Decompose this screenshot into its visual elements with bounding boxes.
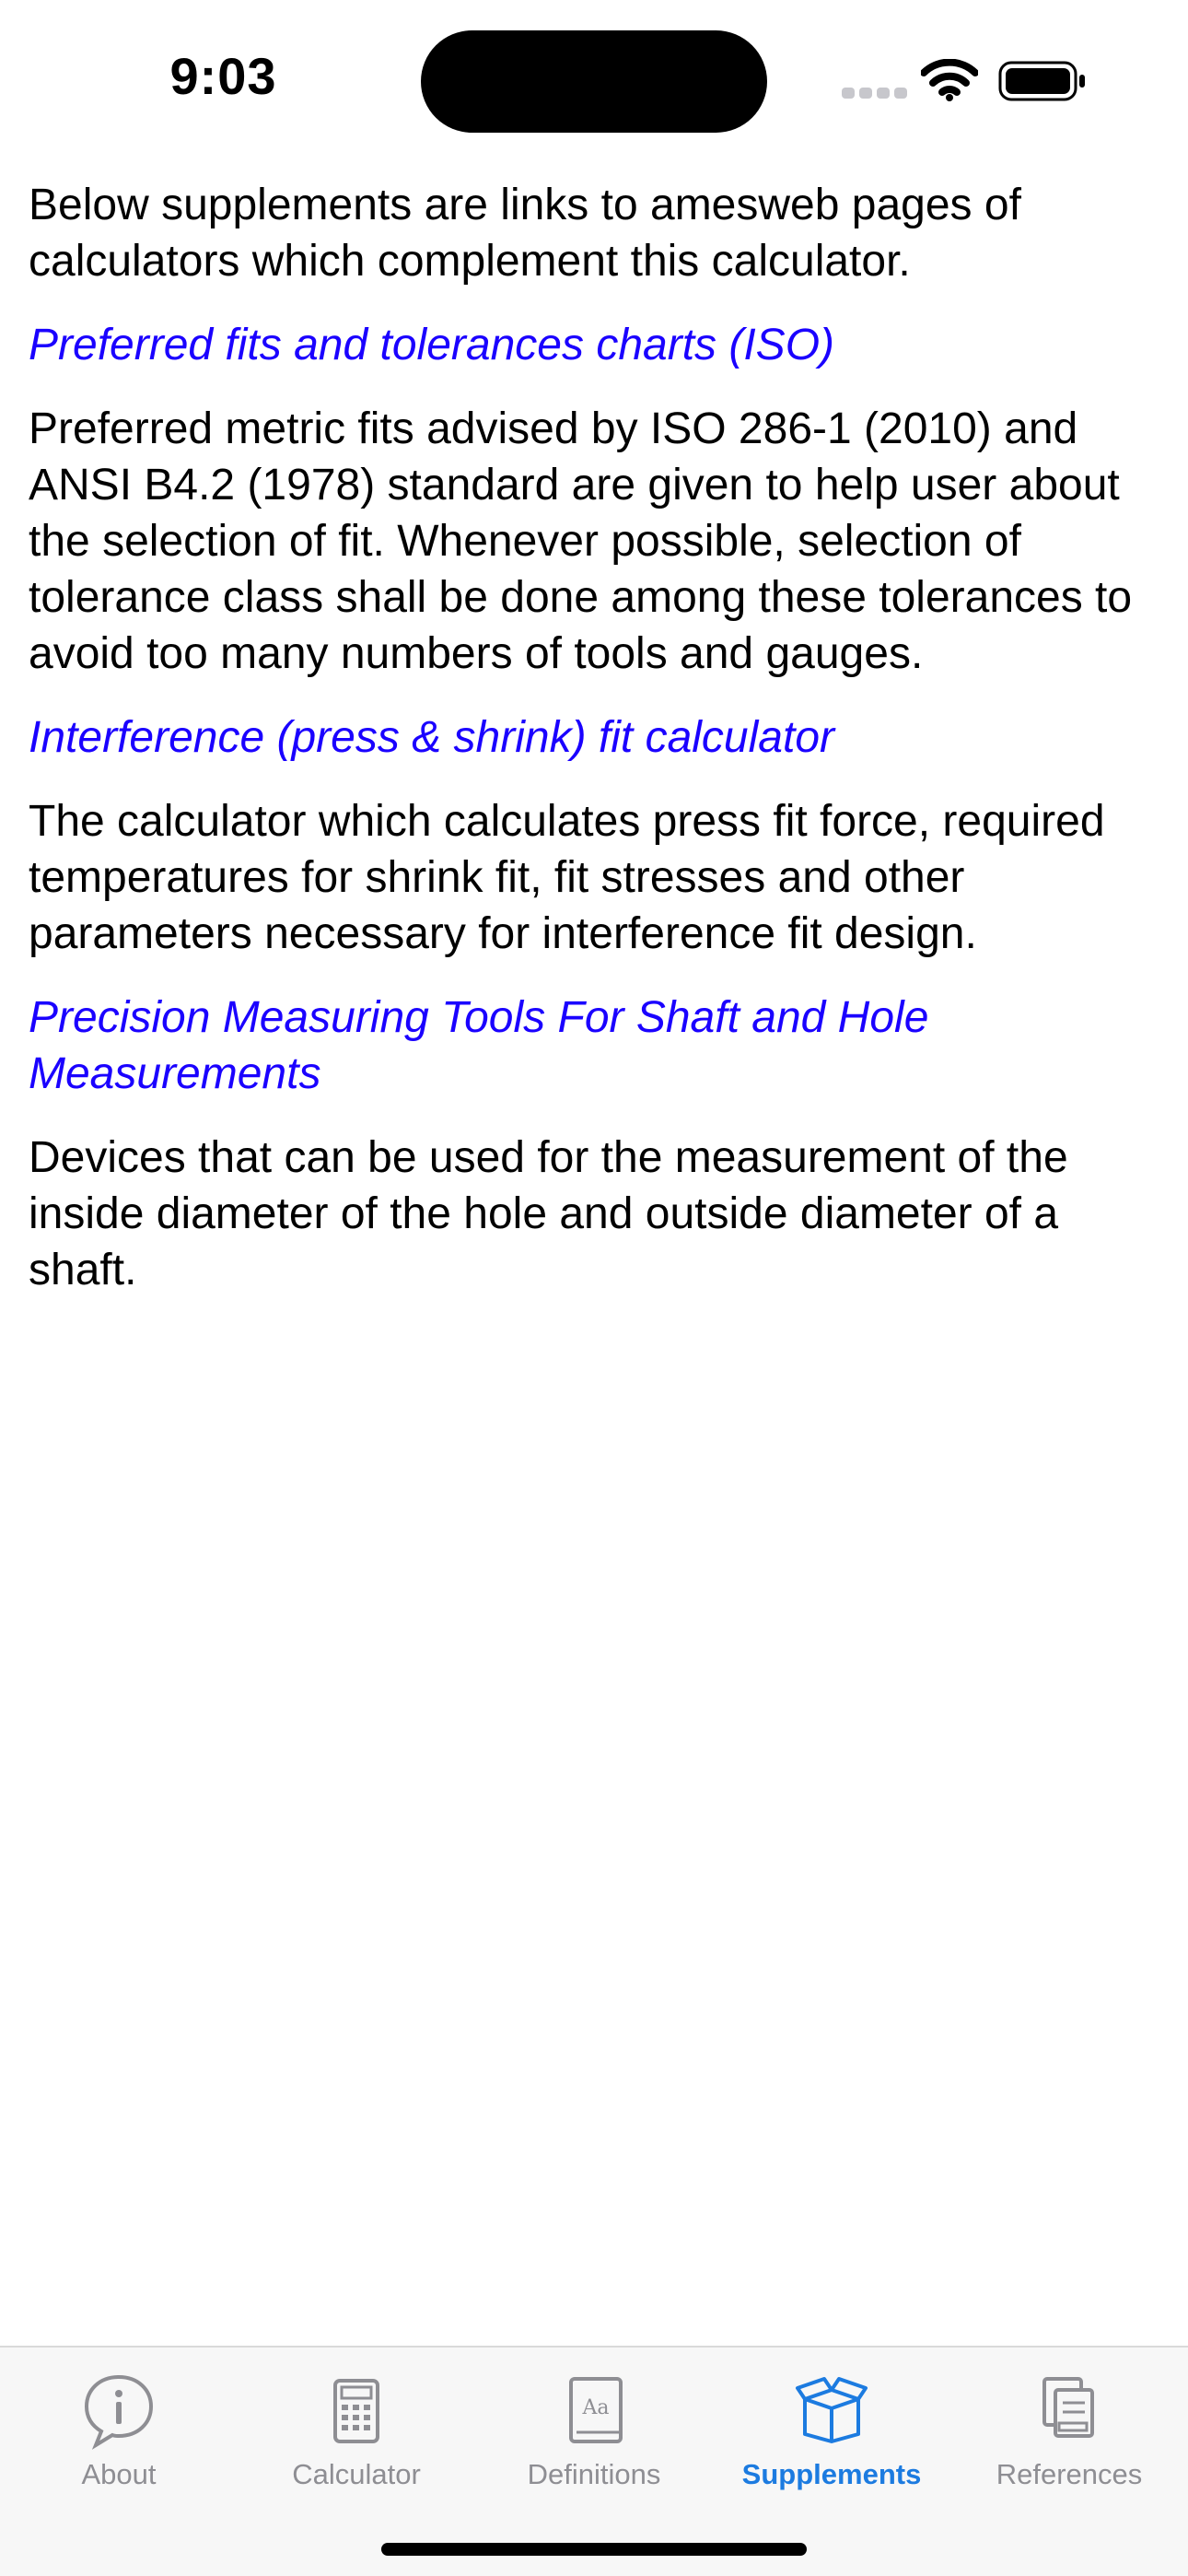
tab-about[interactable] (0, 2368, 238, 2497)
dictionary-icon (553, 2368, 635, 2451)
link-preferred-fits[interactable]: Preferred fits and tolerances charts (ISO) (29, 321, 835, 369)
tab-definitions-label: Definitions (527, 2458, 661, 2490)
tab-bar (0, 2346, 1188, 2576)
svg-text:Aa: Aa (582, 2396, 610, 2419)
wifi-icon (921, 59, 978, 101)
status-time: 9:03 (169, 47, 277, 105)
documents-icon (1028, 2368, 1111, 2451)
intro-text: Below supplements are links to amesweb pages of calculators which complement this calculator. (29, 181, 1021, 286)
link-interference-fit-calculator[interactable]: Interference (press & shrink) fit calculator (29, 713, 834, 762)
status-bar (0, 0, 1188, 157)
tab-references-label: References (996, 2458, 1143, 2490)
info-bubble-icon (77, 2368, 160, 2451)
link-precision-measuring-tools[interactable]: Precision Measuring Tools For Shaft and Hole Measurements (29, 993, 929, 1098)
tab-definitions[interactable] (475, 2368, 713, 2497)
interference-fit-description: The calculator which calculates press fit force, required temperatures for shrink fit, fit stresses and other parameters necessary for interference fit design. (29, 797, 1105, 958)
preferred-fits-description: Preferred metric fits advised by ISO 286-1 (2010) and ANSI B4.2 (1978) standard are given to help user about the selection of fit. Whenever possible, selection of tolerance class shall be done among these tolerances to avoid too many numbers of tools and gauges. (29, 404, 1133, 678)
tab-calculator-label: Calculator (292, 2458, 421, 2490)
home-indicator (381, 2543, 807, 2556)
cellular-signal-icon (842, 86, 908, 100)
battery-icon (998, 61, 1087, 101)
box-icon (790, 2368, 873, 2451)
tab-calculator[interactable] (238, 2368, 475, 2497)
calculator-icon (315, 2368, 398, 2451)
tab-supplements-label: Supplements (741, 2458, 922, 2490)
tab-references[interactable] (950, 2368, 1188, 2497)
dynamic-island (421, 30, 767, 133)
measuring-tools-description: Devices that can be used for the measurement of the inside diameter of the hole and outside diameter of a shaft. (29, 1133, 1068, 1294)
supplements-content (29, 177, 1161, 1326)
tab-about-label: About (81, 2458, 157, 2490)
tab-supplements[interactable] (713, 2368, 950, 2497)
